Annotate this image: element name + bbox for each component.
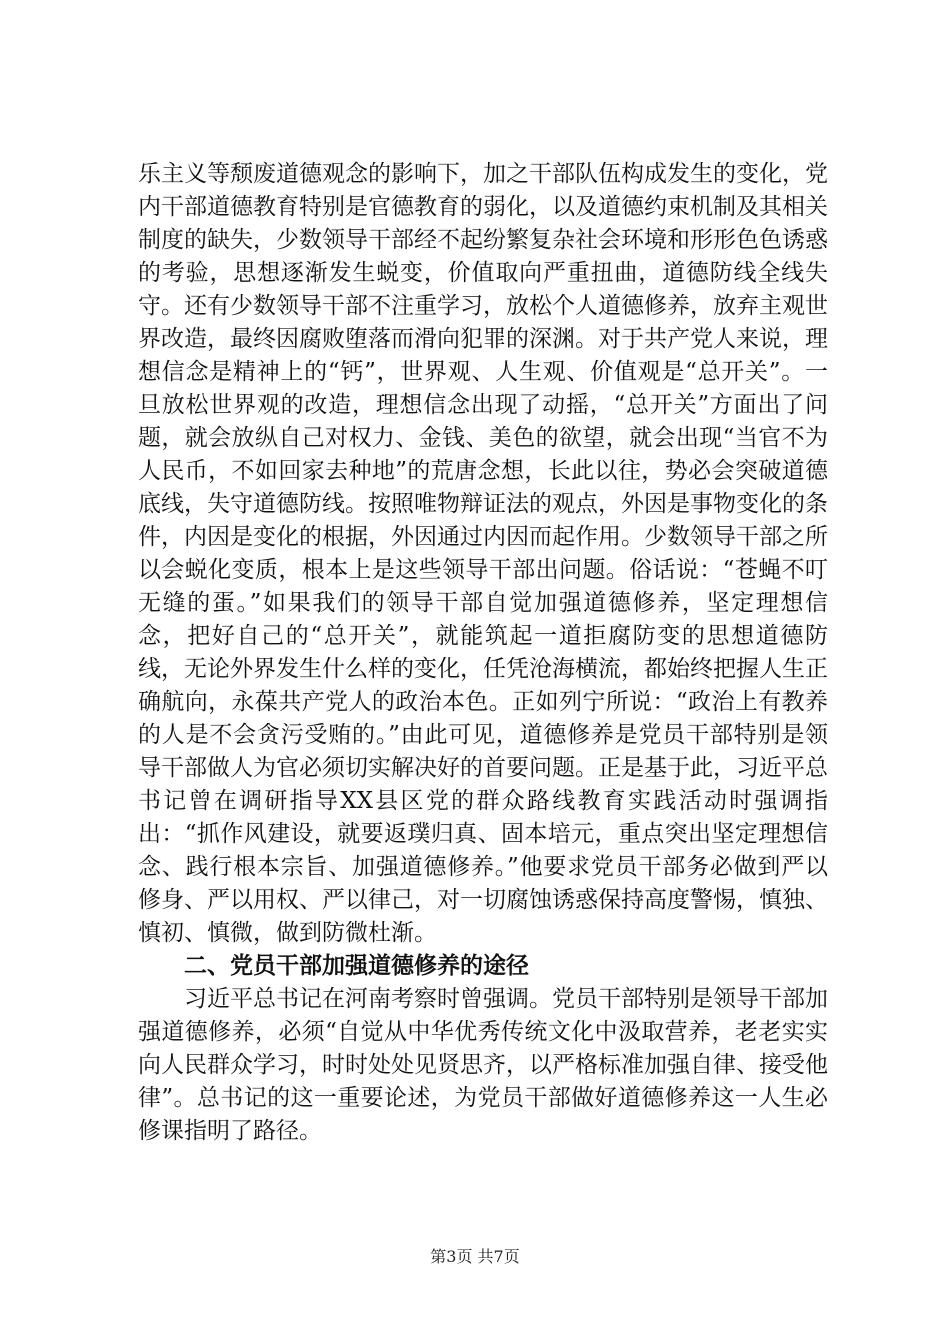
section-heading: 二、党员干部加强道德修养的途径 xyxy=(184,953,529,979)
page-number-label: 第3页 共7页 xyxy=(430,1247,520,1266)
body-paragraph: 习近平总书记在河南考察时曾强调。党员干部特别是领导干部加强道德修养，必须“自觉从中华优秀传统文化中汲取营养，老老实实向人民群众学习，时时处处见贤思齐，以严格标准加强自律、接受他律”。总书记的这一重要论述，为党员干部做好道德修养这一人生必修课指明了路径。 xyxy=(138,986,828,1144)
page-footer xyxy=(0,1244,950,1267)
document-body xyxy=(138,158,828,1148)
body-paragraph-continued: 乐主义等颓废道德观念的影响下，加之干部队伍构成发生的变化，党内干部道德教育特别是官德教育的弱化，以及道德约束机制及其相关制度的缺失，少数领导干部经不起纷繁复杂社会环境和形形色色诱惑的考验，思想逐渐发生蜕变，价值取向严重扭曲，道德防线全线失守。还有少数领导干部不注重学习，放松个人道德修养，放弃主观世界改造，最终因腐败堕落而滑向犯罪的深渊。对于共产党人来说，理想信念是精神上的“钙”，世界观、人生观、价值观是“总开关”。一旦放松世界观的改造，理想信念出现了动摇，“总开关”方面出了问题，就会放纵自己对权力、金钱、美色的欲望，就会出现“当官不为人民币，不如回家去种地”的荒唐念想，长此以往，势必会突破道德底线，失守道德防线。按照唯物辩证法的观点，外因是事物变化的条件，内因是变化的根据，外因通过内因而起作用。少数领导干部之所以会蜕化变质，根本上是这些领导干部出问题。俗话说：“苍蝇不叮无缝的蛋。”如果我们的领导干部自觉加强道德修养，坚定理想信念，把好自己的“总开关”，就能筑起一道拒腐防变的思想道德防线，无论外界发生什么样的变化，任凭沧海横流，都始终把握人生正确航向，永葆共产党人的政治本色。正如列宁所说：“政治上有教养的人是不会贪污受贿的。”由此可见，道德修养是党员干部特别是领导干部做人为官必须切实解决好的首要问题。正是基于此，习近平总书记曾在调研指导XX县区党的群众路线教育实践活动时强调指出：“抓作风建设，就要返璞归真、固本培元，重点突出坚定理想信念、践行根本宗旨、加强道德修养。”他要求党员干部务必做到严以修身、严以用权、严以律己，对一切腐蚀诱惑保持高度警惕，慎独、慎初、慎微，做到防微杜渐。 xyxy=(138,161,828,946)
